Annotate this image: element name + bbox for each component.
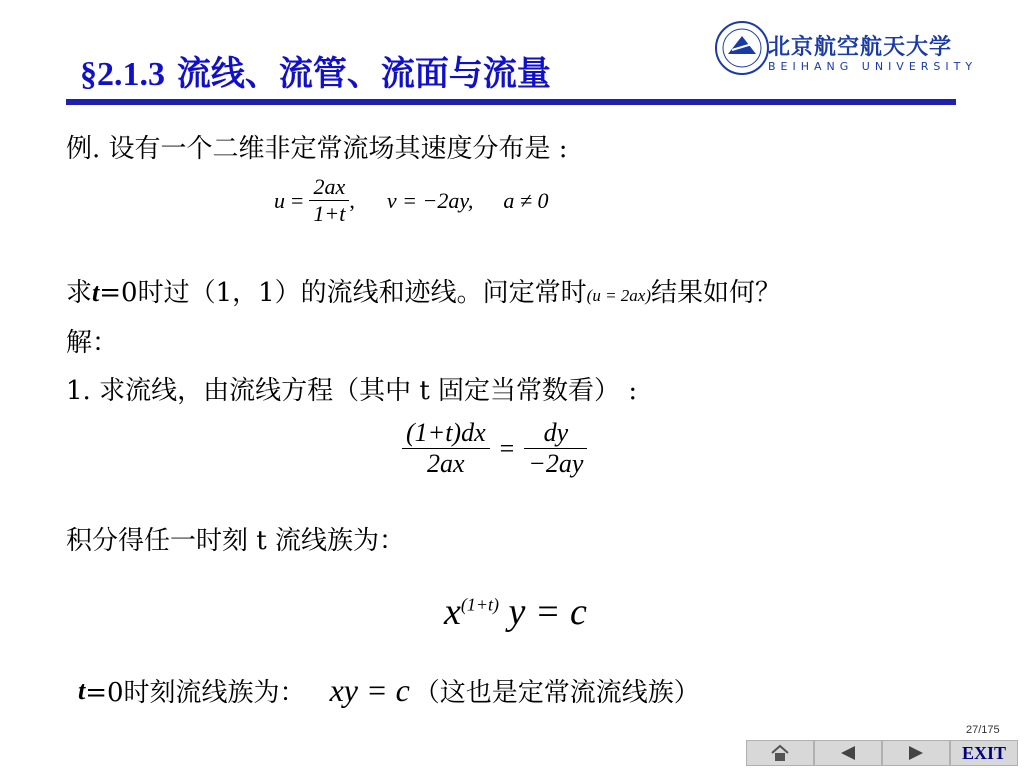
eq2-right-fraction	[524, 418, 587, 479]
final-note: （这也是定常流流线族）	[413, 678, 700, 708]
question-t: t	[92, 278, 100, 307]
home-button[interactable]	[746, 740, 814, 766]
eq2-left-numerator: (1+t)dx	[406, 418, 486, 447]
example-statement: 例. 设有一个二维非定常流场其速度分布是 :	[66, 134, 568, 164]
final-line	[78, 672, 700, 709]
eq1-numerator: 2ax	[313, 174, 346, 199]
question-line	[66, 272, 781, 309]
question-part3: 结果如何？	[651, 278, 782, 308]
final-part1: =0时刻流线族为：	[85, 678, 306, 708]
exit-label: EXIT	[961, 742, 1006, 763]
step2-text: 积分得任一时刻 t 流线族为：	[66, 526, 405, 556]
eq1-a-condition: a ≠ 0	[503, 187, 549, 213]
final-t: t	[78, 675, 86, 705]
exit-button[interactable]	[950, 740, 1018, 766]
next-slide-button[interactable]	[882, 740, 950, 766]
steady-condition: (u = 2ax)	[586, 286, 652, 305]
streamline-equation	[402, 418, 587, 479]
velocity-equation	[274, 174, 548, 227]
question-part2: =0时过（1，1）的流线和迹线。问定常时	[99, 278, 587, 308]
university-logo-icon	[714, 20, 770, 76]
section-title: 流线、流管、流面与流量	[176, 54, 551, 94]
logo-english-name: BEIHANG UNIVERSITY	[768, 60, 978, 73]
eq1-comma: ,	[349, 187, 355, 213]
home-icon	[770, 744, 790, 762]
prev-slide-button[interactable]	[814, 740, 882, 766]
eq1-u: u	[274, 187, 285, 213]
prev-arrow-icon	[838, 744, 858, 762]
page-number: 27/175	[966, 724, 1000, 736]
eq2-left-fraction	[402, 418, 490, 479]
streamline-family-equation	[444, 590, 587, 634]
eq3-exponent: (1+t)	[460, 594, 500, 615]
eq2-right-numerator: dy	[543, 418, 569, 447]
eq1-equals: =	[291, 187, 304, 213]
section-number: §2.1.3	[80, 56, 165, 93]
eq2-left-denominator: 2ax	[427, 449, 465, 478]
title-underline	[66, 99, 956, 105]
final-equation: xy = c	[329, 672, 410, 708]
eq1-v: v = −2ay,	[386, 187, 474, 213]
eq3-base: x	[444, 591, 461, 633]
slide-title	[80, 46, 551, 95]
logo-chinese-name: 北京航空航天大学	[768, 34, 953, 60]
eq2-equals: =	[499, 433, 515, 463]
eq1-denominator: 1+t	[313, 201, 346, 226]
solution-label: 解：	[66, 328, 119, 358]
step1-text: 1. 求流线，由流线方程（其中 t 固定当常数看） :	[66, 376, 638, 406]
eq2-right-denominator: −2ay	[528, 449, 584, 478]
next-arrow-icon	[906, 744, 926, 762]
question-part1: 求	[66, 278, 93, 308]
eq1-fraction	[309, 174, 349, 227]
eq3-rest: y = c	[508, 591, 587, 633]
